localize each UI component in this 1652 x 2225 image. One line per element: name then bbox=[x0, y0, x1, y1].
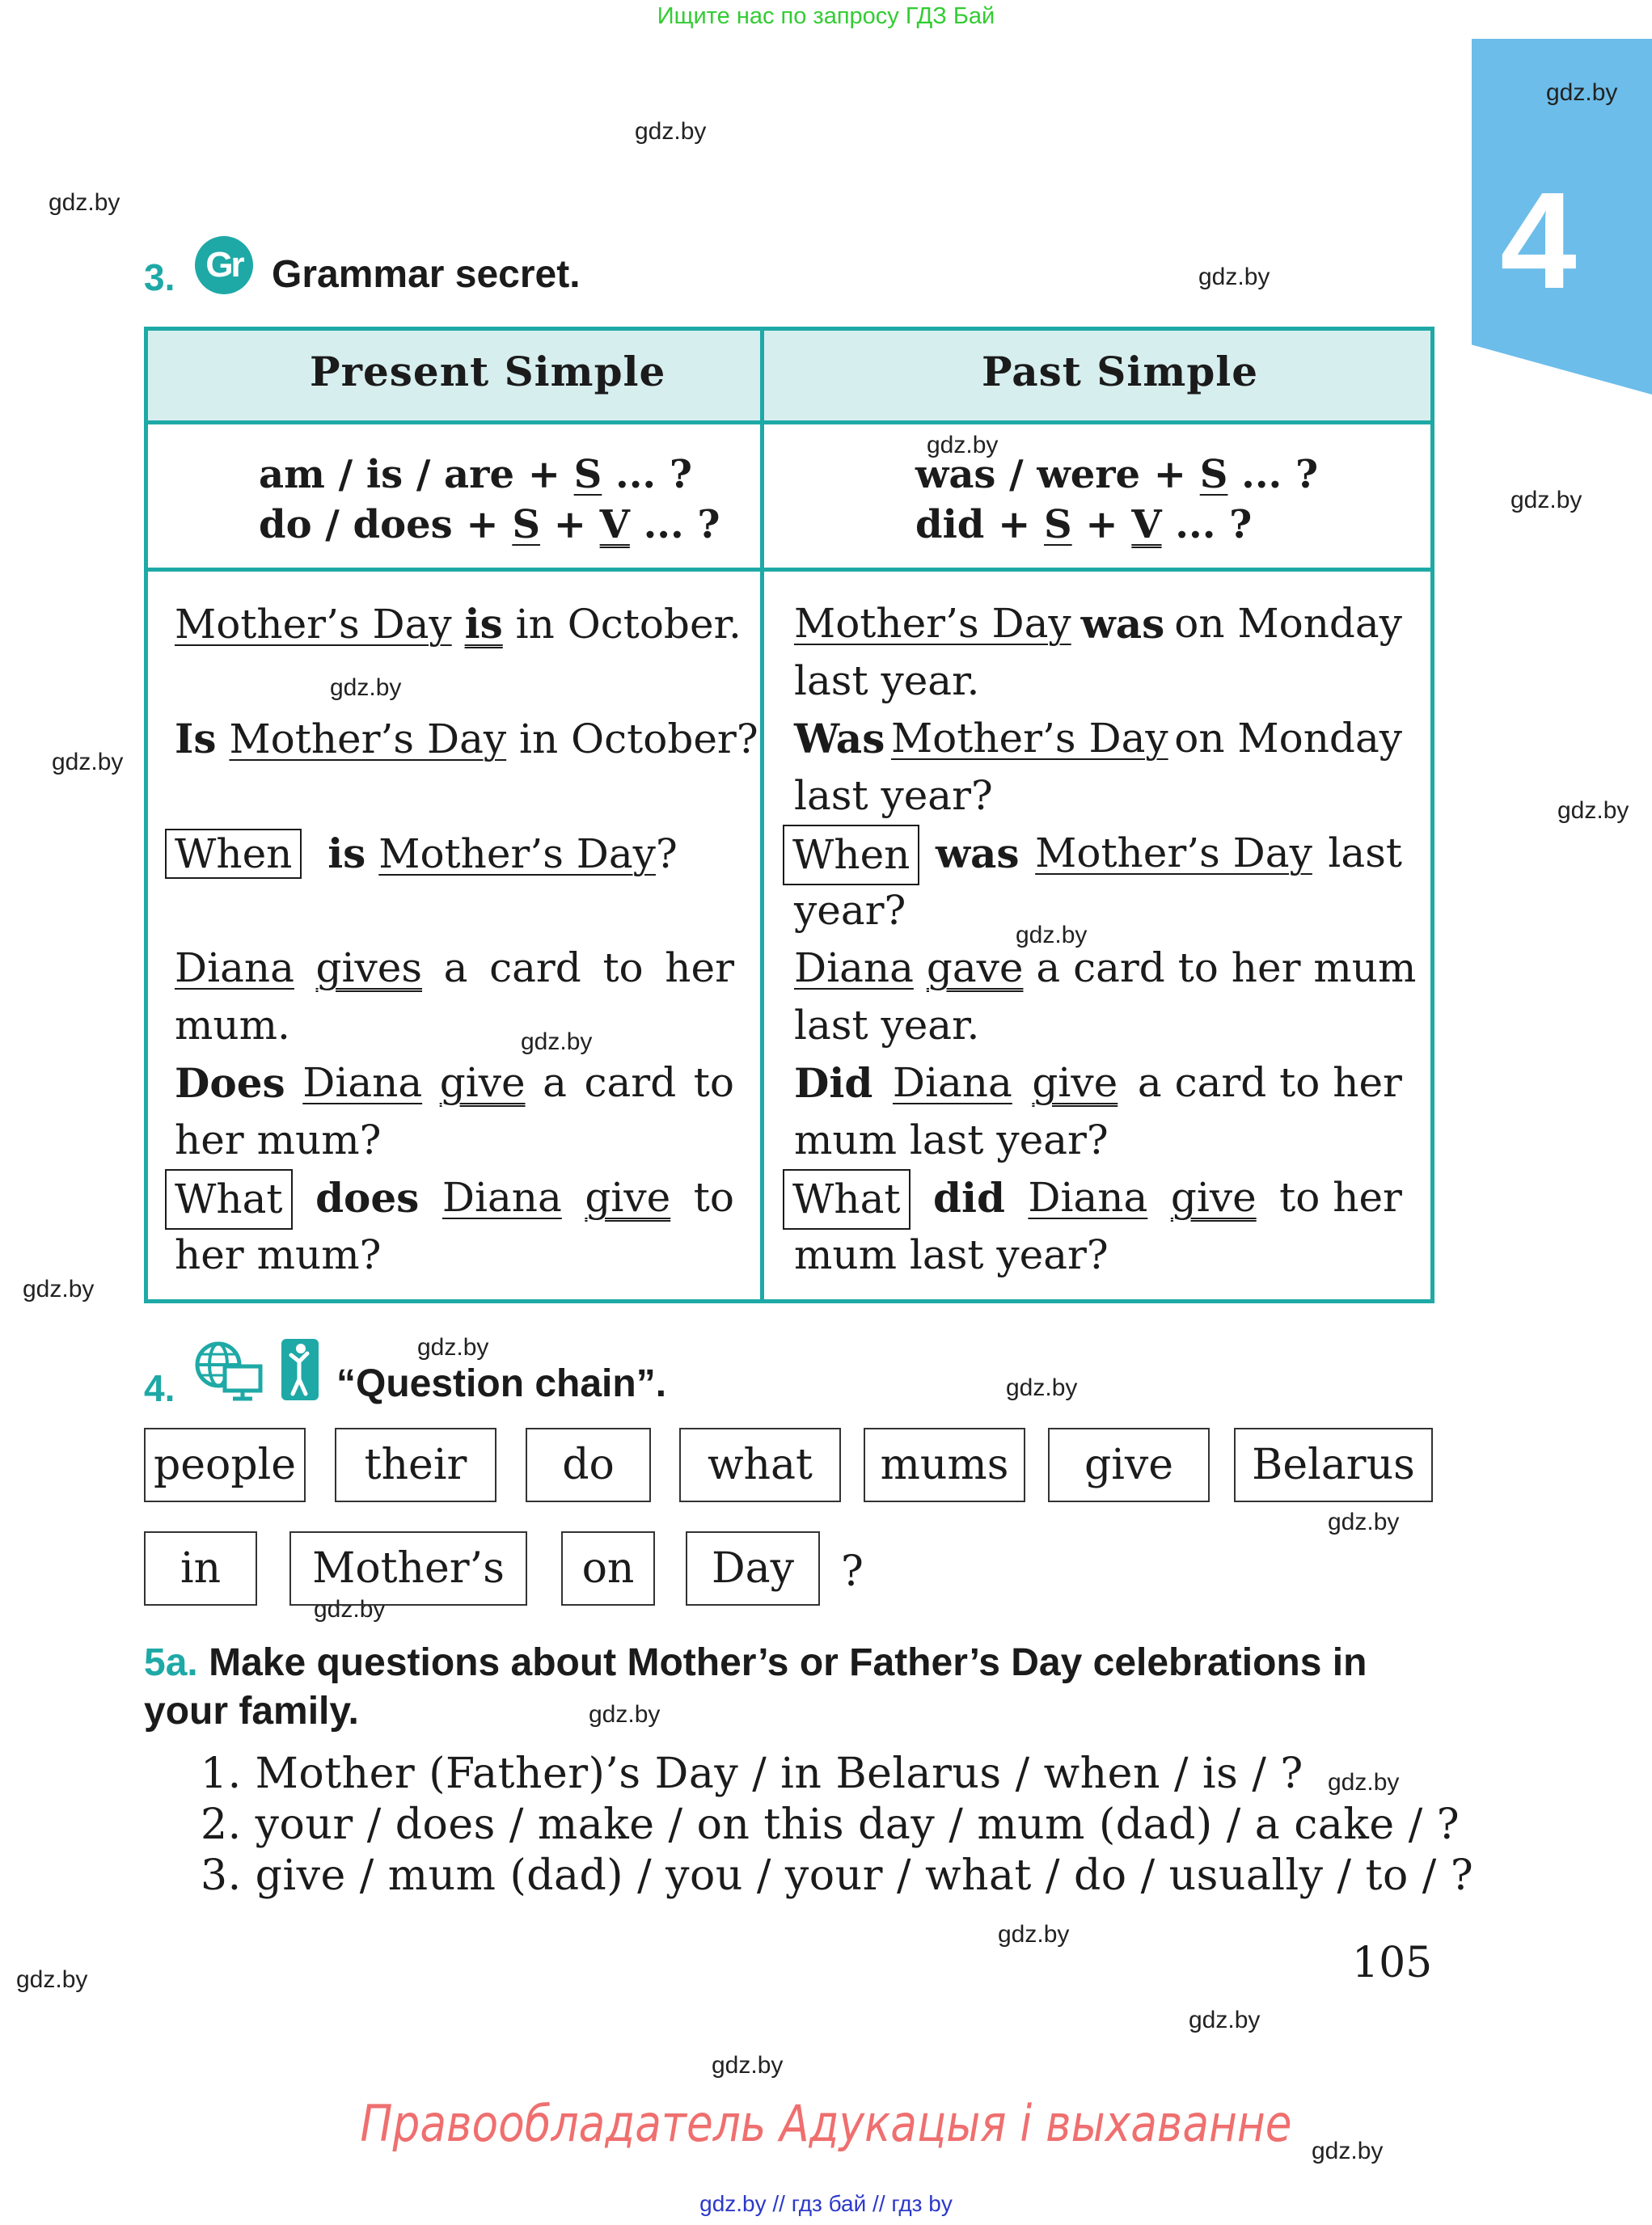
present-example-question: Is Mother’s Day in October? bbox=[175, 715, 758, 762]
copyright-notice: Правообладатель Адукацыя і выхаванне bbox=[360, 2094, 1292, 2153]
watermark: gdz.by bbox=[1016, 922, 1088, 948]
present-example-wh-question-2: What does Diana give to bbox=[165, 1169, 734, 1230]
past-example-wh-question: When was Mother’s Day last bbox=[783, 825, 1402, 885]
past-example-question: Was Mother’s Day on Monday bbox=[794, 715, 1402, 762]
word-card: what bbox=[679, 1428, 841, 1502]
exercise-number: 4. bbox=[144, 1367, 175, 1409]
question-item: 2. your / does / make / on this day / mum (dad) / a cake / ? bbox=[201, 1801, 1460, 1849]
table-header-present: Present Simple bbox=[310, 348, 666, 395]
past-example-wh-question-2: What did Diana give to her bbox=[783, 1169, 1402, 1230]
word-card: people bbox=[144, 1428, 306, 1502]
top-banner: Ищите нас по запросу ГДЗ Бай bbox=[657, 3, 995, 29]
watermark: gdz.by bbox=[1546, 79, 1618, 106]
past-example-question-end: last year? bbox=[794, 772, 993, 819]
word-card: Mother’s bbox=[289, 1531, 527, 1606]
word-card: do bbox=[526, 1428, 651, 1502]
watermark: gdz.by bbox=[1312, 2138, 1384, 2164]
table-divider bbox=[760, 327, 764, 1303]
present-formula-be: am / is / are + S ... ? bbox=[259, 452, 692, 497]
present-example-wh-question: When is Mother’s Day? bbox=[165, 825, 678, 883]
watermark: gdz.by bbox=[927, 432, 999, 458]
watermark: gdz.by bbox=[1006, 1374, 1078, 1401]
watermark: gdz.by bbox=[314, 1596, 386, 1623]
watermark: gdz.by bbox=[1510, 487, 1582, 513]
present-example-question-2-end: her mum? bbox=[175, 1117, 382, 1163]
present-formula-do: do / does + S + V ... ? bbox=[259, 502, 720, 547]
past-formula-be: was / were + S ... ? bbox=[915, 452, 1319, 497]
watermark: gdz.by bbox=[521, 1028, 593, 1055]
watermark: gdz.by bbox=[635, 118, 707, 145]
past-example-wh-question-2-end: mum last year? bbox=[794, 1231, 1109, 1278]
table-header-past: Past Simple bbox=[982, 348, 1259, 395]
past-example-wh-question-end: year? bbox=[794, 887, 906, 934]
watermark: gdz.by bbox=[49, 189, 120, 216]
exercise-5a-instruction bbox=[144, 1639, 1454, 1736]
pair-work-icon bbox=[280, 1337, 320, 1402]
exercise-number: 5a. bbox=[144, 1641, 198, 1684]
past-example-question-2-end: mum last year? bbox=[794, 1117, 1109, 1163]
present-example-statement: Mother’s Day is in October. bbox=[175, 600, 741, 648]
watermark: gdz.by bbox=[330, 674, 402, 701]
past-example-statement-end: last year. bbox=[794, 657, 980, 704]
past-example-statement: Mother’s Day was on Monday bbox=[794, 600, 1402, 648]
word-card: Belarus bbox=[1234, 1428, 1433, 1502]
question-item: 3. give / mum (dad) / you / your / what / do / usually / to / ? bbox=[201, 1851, 1474, 1900]
globe-computer-icon bbox=[194, 1340, 264, 1402]
grammar-icon: Gr bbox=[195, 236, 253, 294]
bottom-links[interactable]: gdz.by // гдз бай // гдз by bbox=[699, 2191, 953, 2216]
past-example-question-2: Did Diana give a card to her bbox=[794, 1059, 1402, 1107]
watermark: gdz.by bbox=[712, 2052, 784, 2079]
past-formula-do: did + S + V ... ? bbox=[915, 502, 1253, 547]
watermark: gdz.by bbox=[998, 1921, 1070, 1948]
word-card: give bbox=[1048, 1428, 1210, 1502]
watermark: gdz.by bbox=[1328, 1509, 1400, 1535]
word-card: their bbox=[335, 1428, 496, 1502]
question-item: 1. Mother (Father)’s Day / in Belarus / when / is / ? bbox=[201, 1750, 1303, 1798]
word-card: on bbox=[561, 1531, 655, 1606]
watermark: gdz.by bbox=[1198, 264, 1270, 290]
watermark: gdz.by bbox=[23, 1276, 95, 1302]
exercise-title: Make questions about Mother’s or Father’s Day celebrations in your family. bbox=[144, 1641, 1367, 1733]
watermark: gdz.by bbox=[1557, 797, 1629, 824]
watermark: gdz.by bbox=[16, 1966, 88, 1993]
page-number: 105 bbox=[1352, 1939, 1433, 1987]
present-example-statement-2-end: mum. bbox=[175, 1002, 290, 1049]
watermark: gdz.by bbox=[417, 1334, 489, 1361]
exercise-number: 3. bbox=[144, 256, 175, 298]
past-example-statement-2-end: last year. bbox=[794, 1002, 980, 1049]
exercise-title: Grammar secret. bbox=[272, 253, 581, 296]
table-divider bbox=[144, 568, 1434, 572]
word-card: mums bbox=[864, 1428, 1025, 1502]
watermark: gdz.by bbox=[589, 1701, 661, 1728]
watermark: gdz.by bbox=[52, 749, 124, 775]
table-divider bbox=[144, 420, 1434, 424]
watermark: gdz.by bbox=[1328, 1769, 1400, 1796]
past-example-statement-2: Diana gave a card to her mum bbox=[794, 944, 1417, 991]
present-example-question-2: Does Diana give a card to bbox=[175, 1059, 734, 1107]
watermark: gdz.by bbox=[1189, 2007, 1261, 2033]
chapter-number: 4 bbox=[1500, 164, 1577, 318]
present-example-statement-2: Diana gives a card to her bbox=[175, 944, 734, 991]
question-mark: ? bbox=[841, 1547, 864, 1596]
word-card: in bbox=[144, 1531, 257, 1606]
exercise-title: “Question chain”. bbox=[336, 1362, 667, 1405]
present-example-wh-question-2-end: her mum? bbox=[175, 1231, 382, 1278]
word-card: Day bbox=[686, 1531, 820, 1606]
